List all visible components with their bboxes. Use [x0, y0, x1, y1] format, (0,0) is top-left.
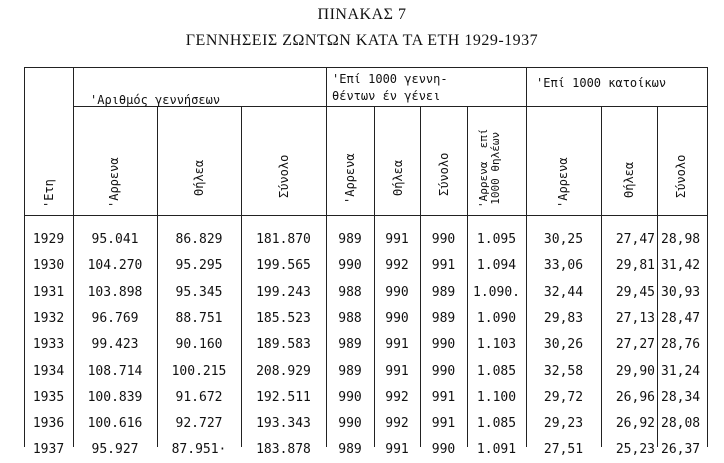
cell-b-m: 108.714: [87, 363, 143, 379]
cell-p-f: 991: [385, 363, 409, 379]
cell-year: 1937: [32, 442, 65, 458]
cell-i-m: 30,26: [543, 337, 584, 353]
cell-ratio: 1.090.: [473, 284, 520, 300]
cell-b-m: 100.839: [87, 389, 143, 405]
cell-ratio: 1.085: [476, 363, 517, 379]
cell-i-f: 27,13: [615, 310, 655, 326]
cell-i-m: 32,44: [543, 284, 584, 300]
cell-b-t: 199.243: [256, 284, 311, 300]
cell-i-m: 30,25: [543, 232, 584, 247]
cell-b-t: 185.523: [256, 310, 311, 326]
cell-i-f: 25,23: [615, 442, 655, 458]
cell-i-t: 31,24: [661, 363, 701, 379]
header-births-females: Θήλεα: [192, 159, 206, 196]
cell-p-t: 990: [431, 363, 456, 379]
cell-p-m: 988: [338, 284, 362, 300]
cell-b-t: 192.511: [256, 389, 311, 405]
cell-b-f: 95.295: [175, 258, 223, 274]
cell-year: 1931: [32, 284, 65, 300]
header-males-per-1000-females: 'Αρρενα επί 1000 θηλέων: [477, 128, 502, 208]
header-year: 'Ετη: [42, 179, 56, 208]
cell-p-t: 989: [431, 284, 456, 300]
cell-ratio: 1.095: [476, 232, 517, 247]
cell-ratio: 1.103: [476, 337, 517, 353]
cell-i-f: 27,27: [615, 337, 655, 353]
group-header-births: 'Αριθμός γεννήσεων: [90, 93, 221, 107]
table-number: ΠΙΝΑΚΑΣ 7: [317, 6, 407, 23]
cell-p-t: 991: [431, 389, 456, 405]
cell-i-t: 28,08: [661, 416, 701, 432]
cell-p-t: 990: [431, 337, 456, 353]
cell-p-f: 992: [385, 258, 409, 274]
cell-b-f: 90.160: [175, 337, 223, 353]
header-per-births-total: Σύνολο: [437, 152, 451, 196]
cell-i-m: 33,06: [543, 258, 584, 274]
header-per-inhabitants-males: 'Αρρενα: [556, 157, 570, 208]
cell-year: 1936: [32, 416, 65, 432]
cell-p-f: 992: [385, 416, 409, 432]
cell-p-f: 991: [385, 232, 409, 247]
cell-b-f: 86.829: [175, 232, 223, 247]
cell-p-t: 990: [431, 232, 456, 247]
cell-i-t: 28,47: [661, 310, 701, 326]
cell-b-f: 87.951·: [171, 442, 227, 458]
cell-i-f: 26,92: [615, 416, 655, 432]
cell-b-t: 193.343: [256, 416, 311, 432]
cell-i-m: 32,58: [543, 363, 584, 379]
cell-p-t: 989: [431, 310, 456, 326]
cell-p-f: 992: [385, 389, 409, 405]
cell-year: 1930: [32, 258, 65, 274]
cell-i-t: 28,34: [661, 389, 701, 405]
cell-p-m: 989: [338, 337, 362, 353]
cell-i-f: 27,47: [615, 232, 655, 247]
cell-year: 1935: [32, 389, 65, 405]
cell-p-m: 990: [338, 389, 362, 405]
table-title: ΓΕΝΝΗΣΕΙΣ ΖΩΝΤΩΝ ΚΑΤΑ ΤΑ ΕΤΗ 1929-1937: [185, 32, 539, 49]
cell-i-m: 29,23: [543, 416, 584, 432]
cell-p-t: 991: [431, 258, 456, 274]
header-births-total: Σύνολο: [277, 154, 291, 198]
header-per-inhabitants-total: Σύνολο: [674, 154, 688, 198]
cell-p-m: 990: [338, 258, 362, 274]
cell-ratio: 1.090: [476, 310, 517, 326]
cell-ratio: 1.094: [476, 258, 517, 274]
group-header-per-births-line2: θέντων έν γένει: [332, 89, 441, 103]
cell-i-m: 29,72: [543, 389, 584, 405]
cell-p-f: 991: [385, 442, 409, 458]
cell-year: 1932: [32, 310, 65, 326]
cell-i-f: 29,81: [615, 258, 655, 274]
cell-i-t: 31,42: [661, 258, 701, 274]
cell-b-t: 189.583: [256, 337, 311, 353]
cell-ratio: 1.091: [476, 442, 517, 458]
cell-i-m: 29,83: [543, 310, 584, 326]
cell-b-t: 183.878: [256, 442, 311, 458]
cell-ratio: 1.085: [476, 416, 517, 432]
cell-b-m: 104.270: [87, 258, 143, 274]
cell-p-m: 989: [338, 442, 362, 458]
cell-b-t: 199.565: [256, 258, 311, 274]
cell-i-t: 28,76: [661, 337, 701, 353]
cell-p-t: 991: [431, 416, 456, 432]
cell-b-m: 103.898: [87, 284, 143, 300]
cell-b-t: 208.929: [256, 363, 311, 379]
cell-year: 1933: [32, 337, 65, 353]
cell-b-f: 95.345: [175, 284, 223, 300]
header-births-males: 'Αρρενα: [107, 157, 121, 208]
cell-b-m: 96.769: [91, 310, 139, 326]
cell-p-m: 988: [338, 310, 362, 326]
cell-p-f: 990: [385, 310, 409, 326]
group-header-per-births-line1: 'Επί 1000 γεννη-: [332, 72, 448, 86]
cell-i-f: 29,45: [615, 284, 655, 300]
header-per-births-males: 'Αρρενα: [343, 153, 357, 204]
cell-p-m: 989: [338, 363, 362, 379]
cell-i-m: 27,51: [543, 442, 584, 458]
cell-p-f: 990: [385, 284, 409, 300]
cell-b-f: 92.727: [175, 416, 223, 432]
cell-b-m: 100.616: [87, 416, 143, 432]
cell-b-m: 99.423: [91, 337, 139, 353]
cell-b-m: 95.041: [91, 232, 139, 247]
cell-b-f: 88.751: [175, 310, 223, 326]
cell-p-t: 990: [431, 442, 456, 458]
cell-i-f: 26,96: [615, 389, 655, 405]
cell-b-t: 181.870: [256, 232, 311, 247]
cell-i-t: 30,93: [661, 284, 701, 300]
cell-ratio: 1.100: [476, 389, 517, 405]
cell-year: 1934: [32, 363, 65, 379]
cell-p-m: 989: [338, 232, 362, 247]
cell-b-f: 100.215: [171, 363, 227, 379]
cell-b-f: 91.672: [175, 389, 223, 405]
header-per-births-females: Θήλεα: [391, 159, 405, 196]
group-header-per-inhabitants: 'Επί 1000 κατοίκων: [536, 76, 667, 90]
cell-p-f: 991: [385, 337, 409, 353]
cell-p-m: 990: [338, 416, 362, 432]
header-bottom-rule: [24, 215, 707, 216]
cell-year: 1929: [32, 232, 65, 247]
cell-b-m: 95.927: [91, 442, 139, 458]
cell-i-t: 28,98: [661, 232, 701, 247]
header-per-inhabitants-females: Θήλεα: [622, 161, 636, 198]
cell-i-f: 29,90: [615, 363, 655, 379]
cell-i-t: 26,37: [661, 442, 701, 458]
table-top-rule: [24, 67, 707, 68]
